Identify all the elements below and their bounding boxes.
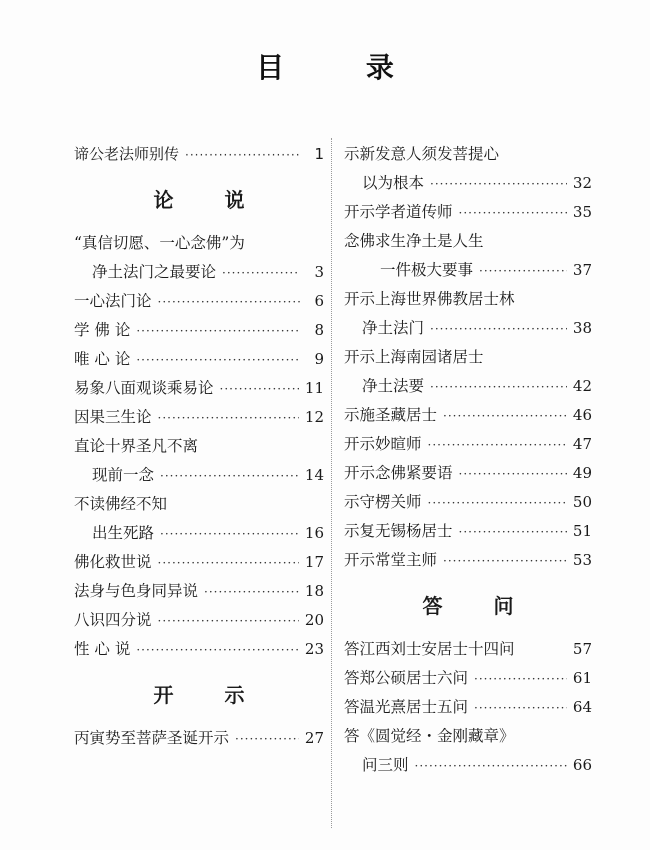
toc-entry[interactable] bbox=[344, 169, 592, 198]
dot-leader bbox=[459, 199, 567, 228]
dot-leader bbox=[160, 520, 299, 549]
entry-title: 开示学者道传师 bbox=[344, 203, 453, 221]
entry-title: 开示上海世界佛教居士林 bbox=[344, 290, 515, 308]
entry-title: 八识四分说 bbox=[74, 611, 152, 629]
page-number: 8 bbox=[314, 321, 324, 339]
entry-title: 答《圆觉经・金刚藏章》 bbox=[344, 727, 515, 745]
toc-entry[interactable] bbox=[344, 517, 592, 546]
entry-title: 一件极大要事 bbox=[380, 261, 474, 279]
page-number: 51 bbox=[572, 522, 592, 540]
toc-entry-line[interactable] bbox=[74, 432, 324, 461]
entry-title: 丙寅势至菩萨圣诞开示 bbox=[74, 729, 230, 747]
page-number: 12 bbox=[304, 408, 324, 426]
entry-title: 开示念佛紧要语 bbox=[344, 464, 453, 482]
toc-entry-line[interactable] bbox=[344, 140, 592, 169]
toc-entry[interactable] bbox=[344, 314, 592, 343]
section-heading-kaishi: 开 示 bbox=[153, 683, 267, 707]
dot-leader bbox=[235, 725, 299, 754]
toc-entry[interactable] bbox=[74, 287, 324, 316]
toc-entry[interactable] bbox=[74, 316, 324, 345]
toc-entry[interactable] bbox=[344, 635, 592, 664]
entry-title: 开示上海南园诸居士 bbox=[344, 348, 484, 366]
page-number: 1 bbox=[314, 145, 324, 163]
dot-leader bbox=[459, 518, 567, 547]
entry-title: 示复无锡杨居士 bbox=[344, 522, 453, 540]
page-number: 17 bbox=[304, 553, 324, 571]
toc-entry[interactable] bbox=[344, 546, 592, 575]
dot-leader bbox=[204, 578, 299, 607]
dot-leader bbox=[428, 489, 567, 518]
entry-title: 学 佛 论 bbox=[74, 321, 131, 339]
entry-title: 法身与色身同异说 bbox=[74, 582, 199, 600]
toc-entry[interactable] bbox=[344, 693, 592, 722]
page-number: 11 bbox=[304, 379, 324, 397]
dot-leader bbox=[430, 315, 567, 344]
dot-leader bbox=[160, 462, 299, 491]
page-number: 42 bbox=[572, 377, 592, 395]
page-number: 37 bbox=[572, 261, 592, 279]
toc-entry[interactable] bbox=[74, 577, 324, 606]
toc-entry[interactable] bbox=[74, 548, 324, 577]
page-number: 3 bbox=[314, 263, 324, 281]
dot-leader bbox=[220, 375, 299, 404]
page-number: 47 bbox=[572, 435, 592, 453]
toc-entry[interactable] bbox=[74, 258, 324, 287]
dot-leader bbox=[474, 694, 567, 723]
entry-title: 谛公老法师别传 bbox=[74, 145, 180, 163]
dot-leader bbox=[428, 431, 567, 460]
page-number: 61 bbox=[572, 669, 592, 687]
dot-leader bbox=[158, 607, 299, 636]
entry-title: 答郑公硕居士六问 bbox=[344, 669, 469, 687]
dot-leader bbox=[430, 170, 567, 199]
page-number: 18 bbox=[304, 582, 324, 600]
dot-leader bbox=[222, 259, 300, 288]
dot-leader bbox=[443, 402, 567, 431]
page-number: 38 bbox=[572, 319, 592, 337]
entry-title: 直论十界圣凡不离 bbox=[74, 437, 199, 455]
column-divider bbox=[331, 138, 332, 828]
dot-leader bbox=[415, 752, 567, 781]
page-number: 20 bbox=[304, 611, 324, 629]
toc-entry[interactable] bbox=[344, 256, 592, 285]
toc-entry[interactable] bbox=[74, 606, 324, 635]
toc-entry[interactable] bbox=[344, 401, 592, 430]
dot-leader bbox=[158, 288, 300, 317]
dot-leader bbox=[136, 636, 299, 665]
toc-entry[interactable] bbox=[74, 635, 324, 664]
entry-title: 示新发意人须发菩提心 bbox=[344, 145, 500, 163]
toc-entry[interactable] bbox=[344, 751, 592, 780]
toc-entry[interactable] bbox=[74, 519, 324, 548]
toc-entry[interactable] bbox=[74, 345, 324, 374]
toc-entry[interactable] bbox=[344, 488, 592, 517]
page-number: 16 bbox=[304, 524, 324, 542]
entry-title: 一心法门论 bbox=[74, 292, 152, 310]
dot-leader bbox=[158, 404, 299, 433]
toc-entry[interactable] bbox=[74, 461, 324, 490]
entry-title: 开示妙暄师 bbox=[344, 435, 422, 453]
entry-title: 出生死路 bbox=[92, 524, 155, 542]
entry-title: 净土法门 bbox=[362, 319, 425, 337]
toc-entry-line[interactable] bbox=[344, 227, 592, 256]
dot-leader bbox=[479, 257, 567, 286]
toc-entry[interactable] bbox=[74, 403, 324, 432]
entry-title: 念佛求生净土是人生 bbox=[344, 232, 484, 250]
toc-entry-line[interactable] bbox=[344, 722, 592, 751]
page-number: 27 bbox=[304, 729, 324, 747]
entry-title: 以为根本 bbox=[362, 174, 425, 192]
toc-entry[interactable] bbox=[344, 664, 592, 693]
section-heading-dawen: 答 问 bbox=[422, 594, 536, 618]
toc-right-column bbox=[344, 140, 592, 780]
entry-title: 答江西刘士安居士十四问 bbox=[344, 640, 515, 658]
entry-title: 不读佛经不知 bbox=[74, 495, 168, 513]
toc-entry[interactable] bbox=[344, 430, 592, 459]
page-number: 9 bbox=[314, 350, 324, 368]
toc-entry-line[interactable] bbox=[74, 229, 324, 258]
page-number: 23 bbox=[304, 640, 324, 658]
page-number: 57 bbox=[572, 640, 592, 658]
toc-entry[interactable] bbox=[74, 374, 324, 403]
toc-entry[interactable] bbox=[344, 372, 592, 401]
dot-leader bbox=[185, 141, 300, 170]
dot-leader bbox=[158, 549, 299, 578]
entry-title: 现前一念 bbox=[92, 466, 155, 484]
dot-leader bbox=[136, 346, 300, 375]
page-number: 32 bbox=[572, 174, 592, 192]
toc-entry-line[interactable] bbox=[344, 343, 592, 372]
page-number: 66 bbox=[572, 756, 592, 774]
entry-title: 净土法门之最要论 bbox=[92, 263, 217, 281]
toc-entry[interactable] bbox=[344, 198, 592, 227]
page-number: 64 bbox=[572, 698, 592, 716]
entry-title: “真信切愿、一心念佛”为 bbox=[74, 234, 245, 252]
entry-title: 易象八面观谈乘易论 bbox=[74, 379, 214, 397]
page-number: 35 bbox=[572, 203, 592, 221]
entry-title: 净土法要 bbox=[362, 377, 425, 395]
dot-leader bbox=[474, 665, 567, 694]
dot-leader bbox=[459, 460, 567, 489]
page-number: 49 bbox=[572, 464, 592, 482]
entry-title: 示施圣藏居士 bbox=[344, 406, 438, 424]
page-title: 目 录 bbox=[256, 51, 430, 84]
toc-entry-line[interactable] bbox=[74, 490, 324, 519]
toc-entry[interactable] bbox=[74, 724, 324, 753]
entry-title: 唯 心 论 bbox=[74, 350, 131, 368]
entry-title: 问三则 bbox=[362, 756, 409, 774]
toc-entry[interactable] bbox=[344, 459, 592, 488]
page-number: 6 bbox=[314, 292, 324, 310]
entry-title: 因果三生论 bbox=[74, 408, 152, 426]
entry-title: 性 心 说 bbox=[74, 640, 131, 658]
dot-leader bbox=[136, 317, 300, 346]
entry-title: 佛化救世说 bbox=[74, 553, 152, 571]
page-number: 14 bbox=[304, 466, 324, 484]
entry-title: 答温光熹居士五问 bbox=[344, 698, 469, 716]
toc-left-column bbox=[74, 140, 324, 753]
section-heading-lunshuo: 论 说 bbox=[153, 188, 267, 212]
entry-title: 开示常堂主师 bbox=[344, 551, 438, 569]
dot-leader bbox=[430, 373, 567, 402]
dot-leader bbox=[443, 547, 567, 576]
page-number: 46 bbox=[572, 406, 592, 424]
toc-entry-line[interactable] bbox=[344, 285, 592, 314]
page-number: 53 bbox=[572, 551, 592, 569]
entry-title: 示守楞关师 bbox=[344, 493, 422, 511]
page-number: 50 bbox=[572, 493, 592, 511]
toc-entry[interactable] bbox=[74, 140, 324, 169]
